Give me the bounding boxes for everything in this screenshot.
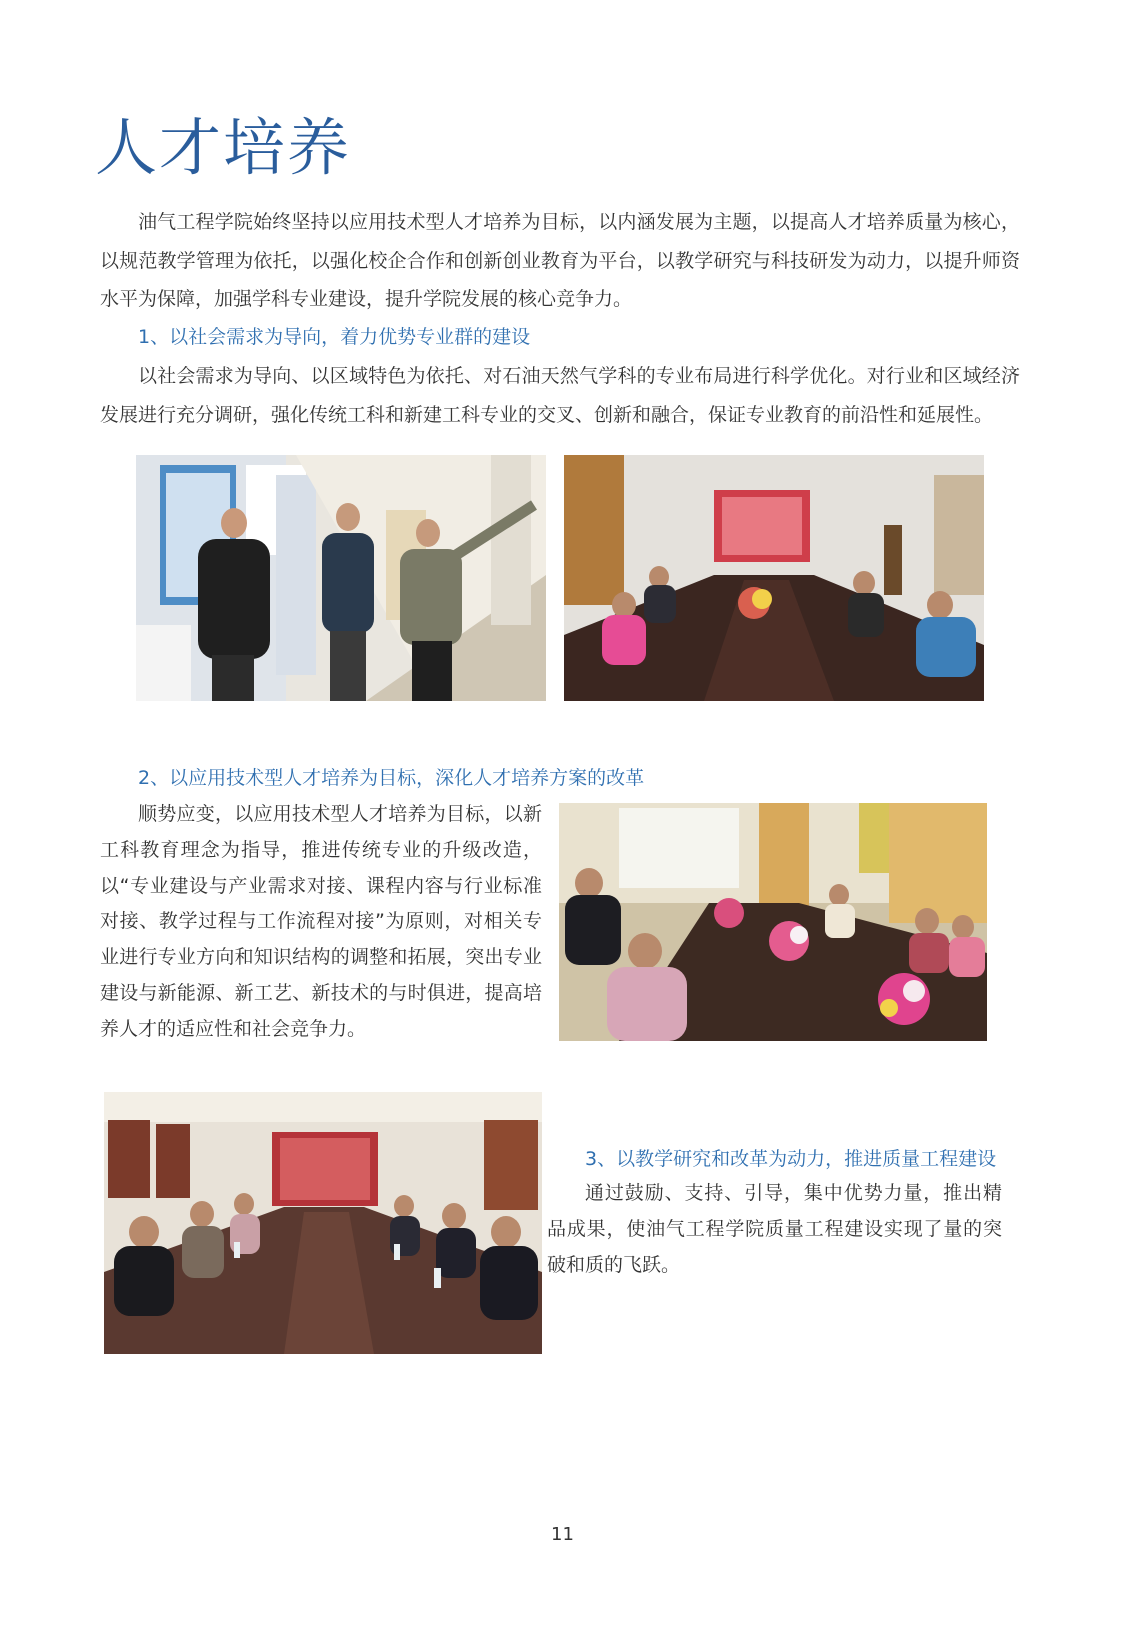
section-1-body: 以社会需求为导向、以区域特色为依托、对石油天然气学科的专业布局进行科学优化。对行业和区域经济发展进行充分调研，强化传统工科和新建工科专业的交叉、创新和融合，保证专业教育的前沿性和延展性。 — [100, 365, 1020, 426]
section-2-body: 顺势应变，以应用技术型人才培养为目标，以新工科教育理念为指导，推进传统专业的升级改造，以“专业建设与产业需求对接、课程内容与行业标准对接、教学过程与工作流程对接”为原则，对相关专业进行专业方向和知识结构的调整和拓展，突出专业建设与新能源、新工艺、新技术的与时俱进，提高培养人才的适应性和社会竞争力。 — [100, 803, 542, 1040]
intro-paragraph: 油气工程学院始终坚持以应用技术型人才培养为目标，以内涵发展为主题，以提高人才培养质量为核心，以规范教学管理为依托，以强化校企合作和创新创业教育为平台，以教学研究与科技研发为动力，以提升师资水平为保障，加强学科专业建设，提升学院发展的核心竞争力。 — [100, 211, 1020, 310]
photo-training-discussion — [559, 803, 987, 1041]
section-2-heading: 2、以应用技术型人才培养为目标，深化人才培养方案的改革 — [138, 767, 645, 789]
section-3-heading: 3、以教学研究和改革为动力，推进质量工程建设 — [585, 1148, 997, 1170]
section-1-heading: 1、以社会需求为导向，着力优势专业群的建设 — [138, 326, 531, 348]
section-3-body: 通过鼓励、支持、引导，集中优势力量，推出精品成果，使油气工程学院质量工程建设实现了量的突破和质的飞跃。 — [547, 1182, 1002, 1276]
photo-conference-hall — [104, 1092, 542, 1354]
photo-exhibition-visit — [136, 455, 546, 701]
page-title: 人才培养 — [95, 111, 352, 184]
photo-seminar-meeting — [564, 455, 984, 701]
page-number: 11 — [551, 1524, 574, 1545]
